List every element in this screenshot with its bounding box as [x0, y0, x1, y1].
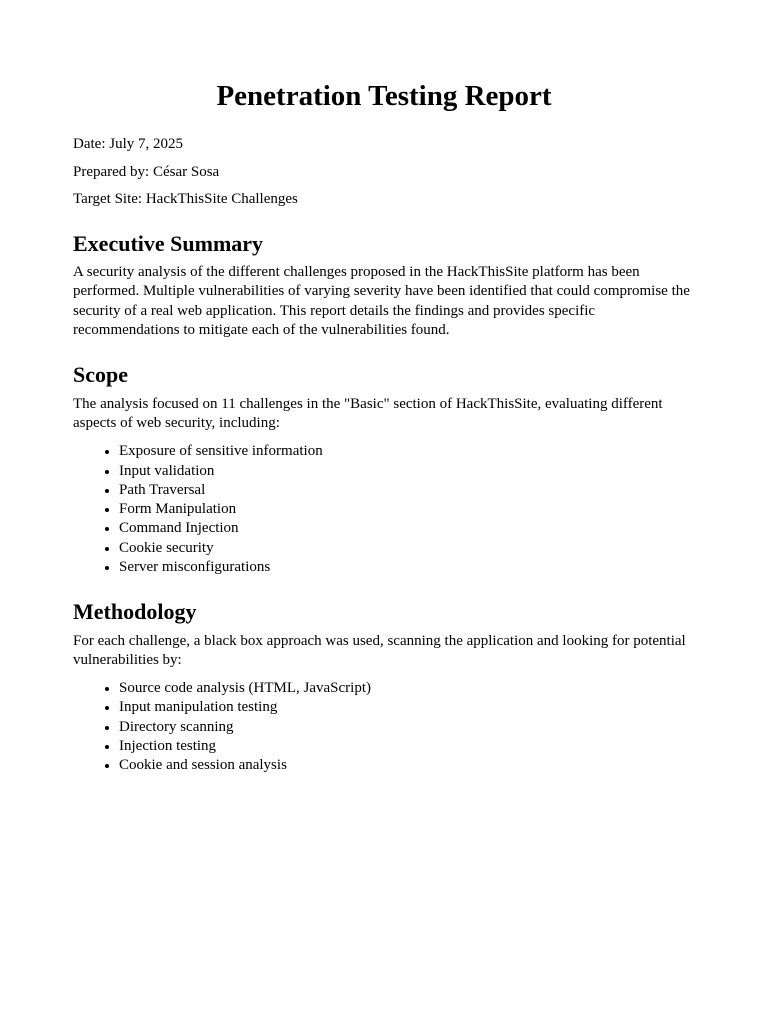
scope-heading: Scope: [73, 362, 128, 388]
methodology-list: [73, 679, 695, 775]
executive-summary-heading: Executive Summary: [73, 230, 264, 256]
executive-summary-text: A security analysis of the different challenges proposed in the HackThisSite platform has been performed. Multiple vulnerabilities of varying severity have been identified that could compromise the security of a real web application. This report details the findings and provides specific recommendations to mitigate each of the vulnerabilities found.: [73, 264, 690, 339]
report-target-site: Target Site: HackThisSite Challenges: [73, 191, 298, 208]
list-item: • Form Manipulation: [119, 500, 695, 519]
scope-section: [73, 362, 695, 577]
report-date: Date: July 7, 2025: [73, 136, 183, 153]
list-item: • Command Injection: [119, 519, 695, 538]
list-item: • Source code analysis (HTML, JavaScript): [119, 679, 695, 698]
list-item: • Cookie security: [119, 539, 695, 558]
report-metadata: [73, 135, 695, 209]
list-item: • Directory scanning: [119, 718, 695, 737]
methodology-heading: Methodology: [73, 599, 197, 625]
methodology-section: [73, 599, 695, 775]
report-author: Prepared by: César Sosa: [73, 163, 220, 180]
list-item: • Input validation: [119, 462, 695, 481]
list-item: • Input manipulation testing: [119, 698, 695, 717]
page-title: Penetration Testing Report: [216, 80, 552, 112]
methodology-text: For each challenge, a black box approach was used, scanning the application and looking for potential vulnerabilities by:: [73, 632, 686, 668]
executive-summary-section: [73, 231, 695, 340]
list-item: • Path Traversal: [119, 481, 695, 500]
scope-text: The analysis focused on 11 challenges in the "Basic" section of HackThisSite, evaluating different aspects of web security, including:: [73, 395, 663, 431]
list-item: • Injection testing: [119, 737, 695, 756]
list-item: • Cookie and session analysis: [119, 756, 695, 775]
list-item: • Server misconfigurations: [119, 558, 695, 577]
scope-list: [73, 442, 695, 577]
list-item: • Exposure of sensitive information: [119, 442, 695, 461]
